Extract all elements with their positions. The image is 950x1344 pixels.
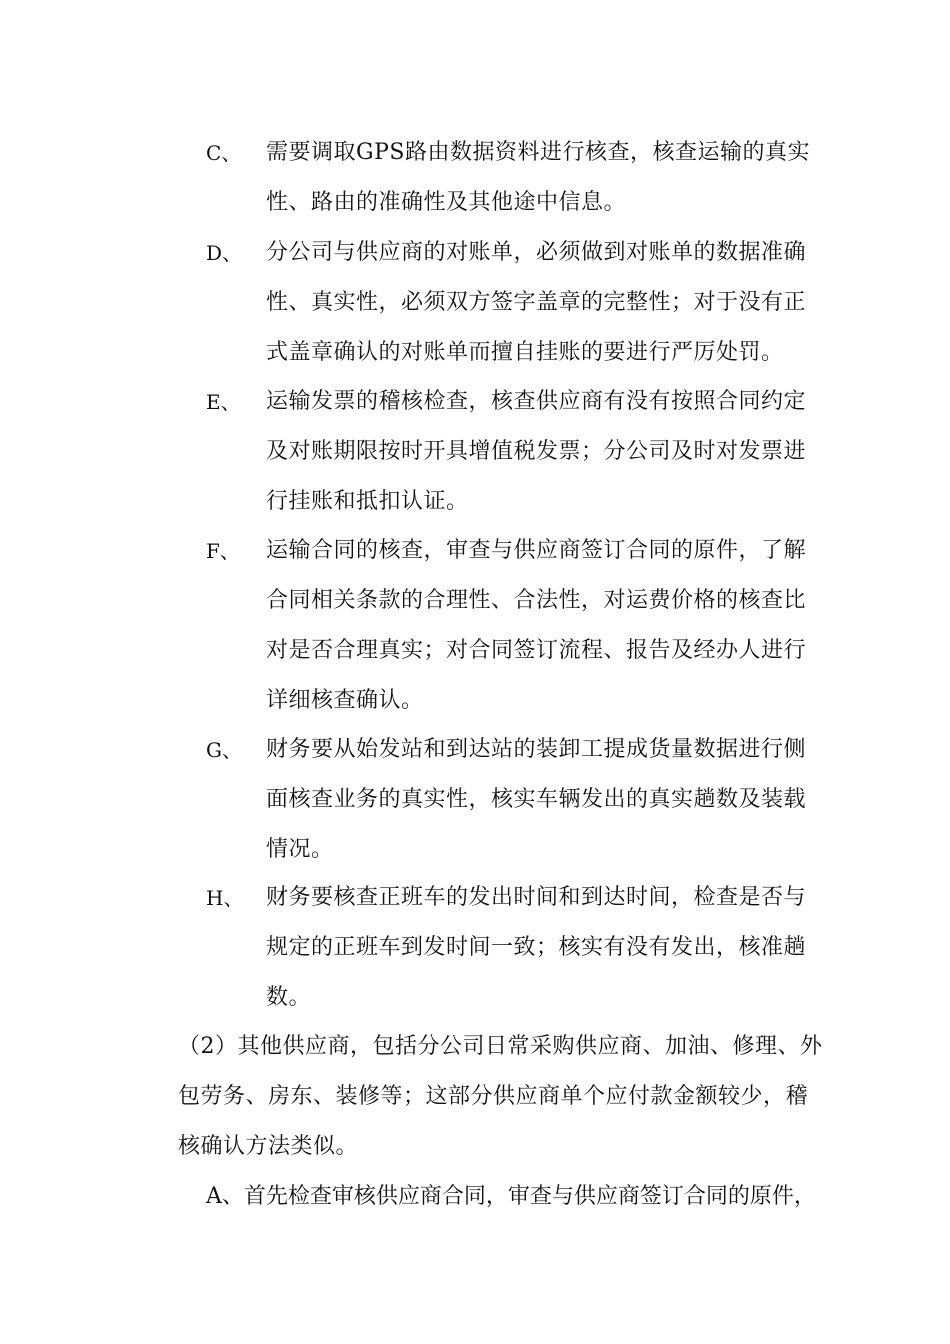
- item-a-paragraph: A、首先检查审核供应商合同，审查与供应商签订合同的原件，: [206, 1184, 816, 1209]
- item-label: G、: [206, 738, 242, 762]
- item-text: 财务要核查正班车的发出时间和到达时间，检查是否与规定的正班车到发时间一致；核实有没有发出，核准趟数。: [266, 885, 807, 1010]
- item-text: 分公司与供应商的对账单，必须做到对账单的数据准确性、真实性，必须双方签字盖章的完整性；对于没有正式盖章确认的对账单而擅自挂账的要进行严厉处罚。: [266, 240, 807, 365]
- item-text: 财务要从始发站和到达站的装卸工提成货量数据进行侧面核查业务的真实性，核实车辆发出的真实趟数及装载情况。: [266, 737, 807, 862]
- item-label: E、: [206, 390, 241, 414]
- item-label: D、: [206, 241, 243, 265]
- item-label: C、: [206, 141, 242, 165]
- section-2-paragraph: （2）其他供应商，包括分公司日常采购供应商、加油、修理、外包劳务、房东、装修等；这部分供应商单个应付款金额较少，稽核确认方法类似。: [178, 1034, 823, 1159]
- item-label: H、: [206, 886, 244, 910]
- item-text: 运输合同的核查，审查与供应商签订合同的原件，了解合同相关条款的合理性、合法性，对运费价格的核查比对是否合理真实；对合同签订流程、报告及经办人进行详细核查确认。: [266, 538, 807, 713]
- item-label: F、: [206, 539, 240, 563]
- item-text: 需要调取GPS路由数据资料进行核查，核查运输的真实性、路由的准确性及其他途中信息。: [266, 140, 810, 215]
- item-text: 运输发票的稽核检查，核查供应商有没有按照合同约定及对账期限按时开具增值税发票；分公司及时对发票进行挂账和抵扣认证。: [266, 389, 807, 514]
